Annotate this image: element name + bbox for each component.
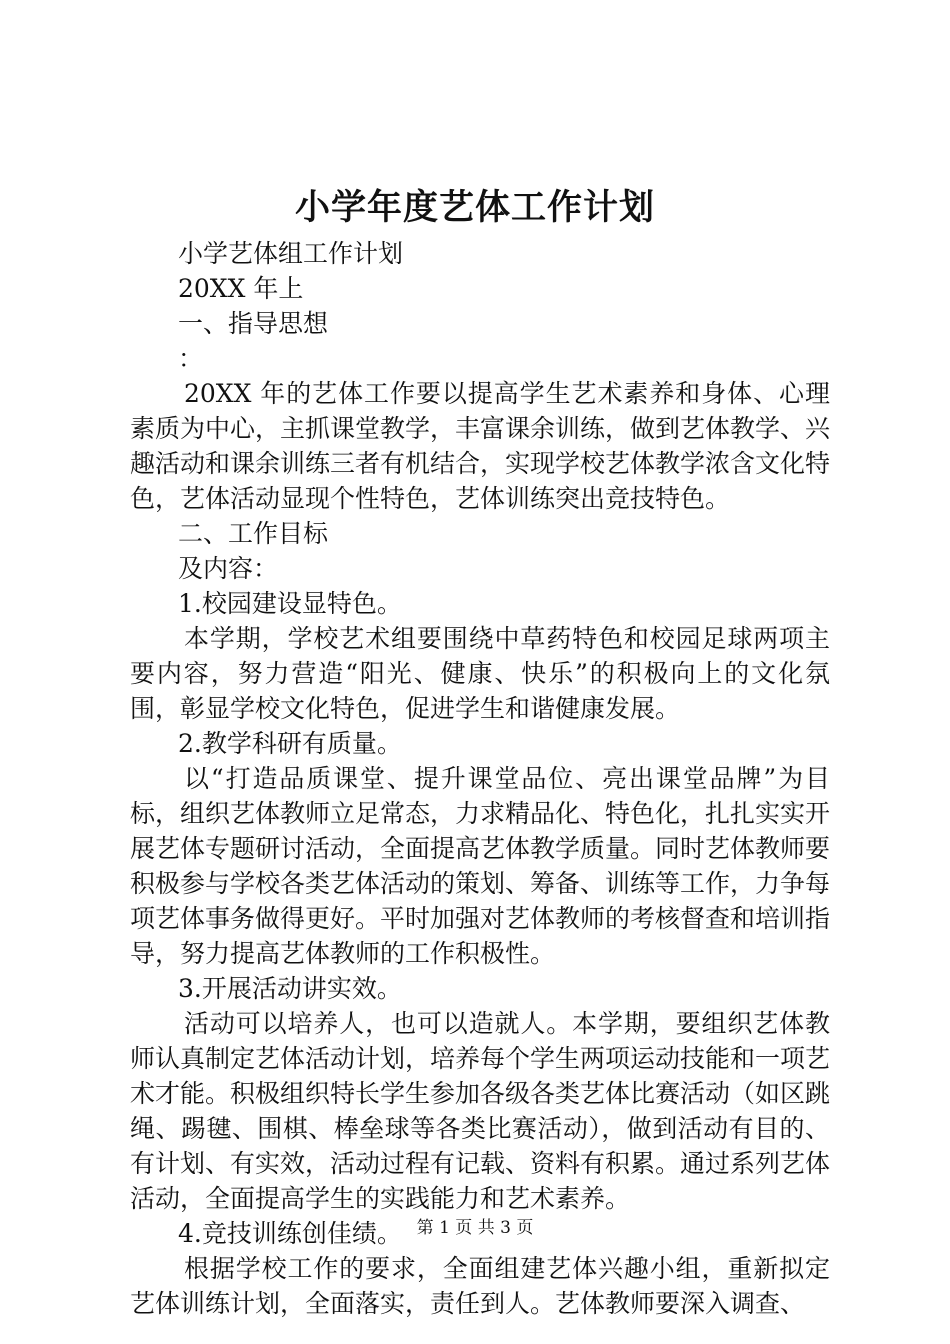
item3-paragraph: 活动可以培养人，也可以造就人。本学期，要组织艺体教师认真制定艺体活动计划，培养每个学生两项运动技能和一项艺术才能。积极组织特长学生参加各级各类艺体比赛活动（如区跳绳、踢毽、围棋、棒垒球等各类比赛活动），做到活动有目的、有计划、有实效，活动过程有记载、资料有积累。通过系列艺体活动，全面提高学生的实践能力和艺术素养。: [130, 1009, 831, 1213]
item4-paragraph: 根据学校工作的要求，全面组建艺体兴趣小组，重新拟定艺体训练计划，全面落实，责任到人。艺体教师要深入调查、: [130, 1254, 830, 1318]
item3-heading: 3.开展活动讲实效。: [178, 974, 402, 1003]
section1-heading: 一、指导思想: [178, 309, 329, 338]
item1-paragraph: 本学期，学校艺术组要围绕中草药特色和校园足球两项主要内容，努力营造“阳光、健康、快乐”的积极向上的文化氛围，彰显学校文化特色，促进学生和谐健康发展。: [130, 624, 830, 723]
item4-heading: 4.竞技训练创佳绩。: [178, 1219, 402, 1248]
document-title: 小学年度艺体工作计划: [294, 187, 655, 228]
page-footer: 第 1 页 共 3 页: [416, 1218, 534, 1238]
item1-heading: 1.校园建设显特色。: [178, 589, 402, 618]
section1-paragraph: 20XX 年的艺体工作要以提高学生艺术素养和身体、心理素质为中心，主抓课堂教学，丰富课余训练，做到艺体教学、兴趣活动和课余训练三者有机结合，实现学校艺体教学浓含文化特色，艺体活动显现个性特色，艺体训练突出竞技特色。: [130, 379, 831, 513]
subtitle: 小学艺体组工作计划: [178, 239, 404, 268]
document-body: [130, 236, 830, 1321]
section2-heading: 二、工作目标: [178, 519, 329, 548]
section2-heading-cont: 及内容：: [178, 554, 279, 583]
item2-paragraph: 以“打造品质课堂、提升课堂品位、亮出课堂品牌”为目标，组织艺体教师立足常态，力求精品化、特色化，扎扎实实开展艺体专题研讨活动，全面提高艺体教学质量。同时艺体教师要积极参与学校各类艺体活动的策划、筹备、训练等工作，力争每项艺体事务做得更好。平时加强对艺体教师的考核督查和培训指导，努力提高艺体教师的工作积极性。: [130, 764, 831, 968]
item2-heading: 2.教学科研有质量。: [178, 729, 402, 758]
section1-colon: ：: [178, 344, 204, 373]
year-line: 20XX 年上: [178, 274, 304, 303]
